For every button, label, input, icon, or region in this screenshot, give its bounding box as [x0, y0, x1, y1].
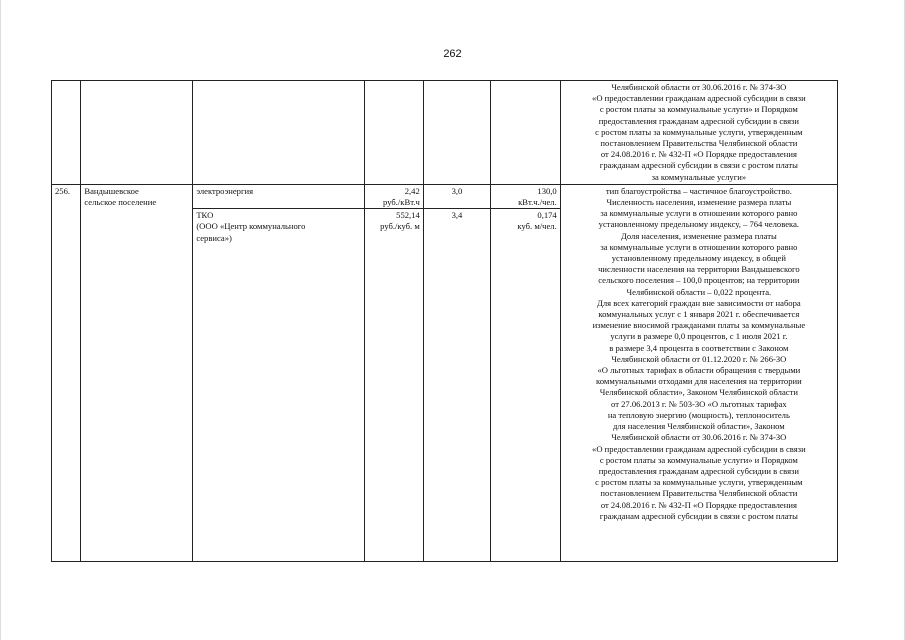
- cont-num-cell: [52, 81, 81, 185]
- index-value: 3,0: [451, 185, 463, 196]
- service-name: электроэнергия: [196, 185, 254, 196]
- note-line: Челябинской области», Законом Челябинской области: [599, 387, 798, 398]
- note-line: в размере 3,4 процента в соответствии с Законом: [609, 342, 789, 353]
- note-line: сельского поселения – 100,0 процентов; на территории: [598, 275, 800, 286]
- tariff-unit: руб./куб. м: [380, 221, 420, 232]
- tariff-value: 2,42: [404, 185, 420, 196]
- notes-cell: [560, 184, 837, 561]
- note-line: коммунальными отходами для населения на территории: [596, 376, 802, 387]
- note-line: постановлением Правительства Челябинской области: [600, 488, 798, 499]
- tariff-electricity: [368, 186, 420, 208]
- table-row: [52, 184, 838, 561]
- note-line: установленному предельному индексу, в общей: [611, 253, 786, 264]
- norm-unit: кВт.ч./чел.: [518, 197, 557, 208]
- note-line: гражданам адресной субсидии в связи с ростом платы: [599, 510, 798, 521]
- index-tko: [424, 208, 490, 221]
- note-line: «О предоставлении гражданам адресной субсидии в связи: [592, 93, 806, 104]
- note-line: Челябинской области от 30.06.2016 г. № 374-ЗО: [611, 432, 787, 443]
- note-line: изменение вносимой гражданами платы за коммунальные: [592, 320, 806, 331]
- note-line: численности населения на территории Вандышевского: [598, 264, 800, 275]
- note-line: от 24.08.2016 г. № 432-П «О Порядке предоставления: [600, 149, 797, 160]
- note-line: Челябинской области от 01.12.2020 г. № 266-ЗО: [611, 353, 787, 364]
- note-line: Доля населения, изменение размера платы: [620, 230, 777, 241]
- settlement-name-line: Вандышевское: [84, 185, 139, 196]
- note-line: с ростом платы за коммунальные услуги, утвержденным: [595, 477, 803, 488]
- note-line: «О льготных тарифах в области обращения с твердыми: [597, 365, 801, 376]
- note-line: на тепловую энергию (мощность), теплоноситель: [607, 409, 790, 420]
- tariff-value: 552,14: [396, 210, 420, 221]
- tariff-unit: руб./кВт.ч: [383, 197, 420, 208]
- spacer: [427, 197, 487, 208]
- note-line: коммунальных услуг с 1 января 2021 г. обеспечивается: [598, 309, 800, 320]
- note-line: за коммунальные услуги в отношении которого равно: [600, 208, 798, 219]
- service-electricity: [196, 186, 361, 208]
- note-line: услуги в размере 0,0 процентов, с 1 июля 2021 г.: [610, 331, 788, 342]
- cont-service-cell: [193, 81, 365, 185]
- norm-electricity: [494, 186, 557, 208]
- norm-cell: [491, 184, 561, 561]
- row-number: 256.: [55, 185, 71, 196]
- index-value: 3,4: [451, 210, 463, 221]
- note-line: для населения Челябинской области», Законом: [612, 421, 785, 432]
- page-number: 262: [443, 48, 462, 60]
- service-provider: (ООО «Центр коммунального: [196, 221, 306, 232]
- spacer: [196, 197, 361, 208]
- cont-notes-cell: [560, 81, 837, 185]
- note-line: установленному предельному индексу, – 764 человека.: [598, 219, 800, 230]
- service-cell: [193, 184, 365, 561]
- note-line: с ростом платы за коммунальные услуги, утвержденным: [595, 126, 803, 137]
- row-number-cell: [52, 184, 81, 561]
- note-line: «О предоставлении гражданам адресной субсидии в связи: [592, 443, 806, 454]
- note-line: от 24.08.2016 г. № 432-П «О Порядке предоставления: [600, 499, 797, 510]
- settlement-name-line: сельское поселение: [84, 197, 157, 208]
- note-line: предоставления гражданам адресной субсидии в связи: [598, 115, 800, 126]
- norm-unit: куб. м/чел.: [517, 221, 557, 232]
- norm-value: 0,174: [537, 210, 557, 221]
- note-line: за коммунальные услуги»: [651, 171, 747, 182]
- note-line: от 27.06.2013 г. № 503-ЗО «О льготных тарифах: [611, 398, 787, 409]
- tariff-cell: [365, 184, 424, 561]
- page-left-edge: [0, 0, 1, 640]
- note-line: с ростом платы за коммунальные услуги» и Порядком: [599, 454, 798, 465]
- note-line: Челябинской области от 30.06.2016 г. № 374-ЗО: [611, 82, 787, 92]
- note-line: тип благоустройства – частичное благоустройство.: [605, 185, 792, 196]
- continuation-row: [52, 81, 838, 185]
- note-line: с ростом платы за коммунальные услуги» и Порядком: [599, 104, 798, 115]
- note-line: гражданам адресной субсидии в связи с ростом платы: [599, 160, 798, 171]
- service-name: ТКО: [196, 210, 214, 221]
- note-line: предоставления гражданам адресной субсидии в связи: [598, 465, 800, 476]
- tariff-table: [51, 80, 838, 562]
- tariff-tko: [365, 208, 423, 232]
- cont-name-cell: [81, 81, 193, 185]
- cont-tariff-cell: [365, 81, 424, 185]
- note-line: Численность населения, изменение размера платы: [606, 197, 792, 208]
- index-electricity: [427, 186, 487, 208]
- service-provider: сервиса»): [196, 232, 232, 243]
- norm-tko: [491, 208, 560, 232]
- note-line: за коммунальные услуги в отношении которого равно: [600, 241, 798, 252]
- settlement-name-cell: [81, 184, 193, 561]
- service-tko: [193, 208, 364, 244]
- note-line: Челябинской области – 0,022 процента.: [626, 286, 772, 297]
- note-line: постановлением Правительства Челябинской области: [600, 138, 798, 149]
- cont-index-cell: [423, 81, 490, 185]
- index-cell: [423, 184, 490, 561]
- norm-value: 130,0: [537, 185, 557, 196]
- note-line: Для всех категорий граждан вне зависимости от набора: [596, 297, 801, 308]
- cont-norm-cell: [491, 81, 561, 185]
